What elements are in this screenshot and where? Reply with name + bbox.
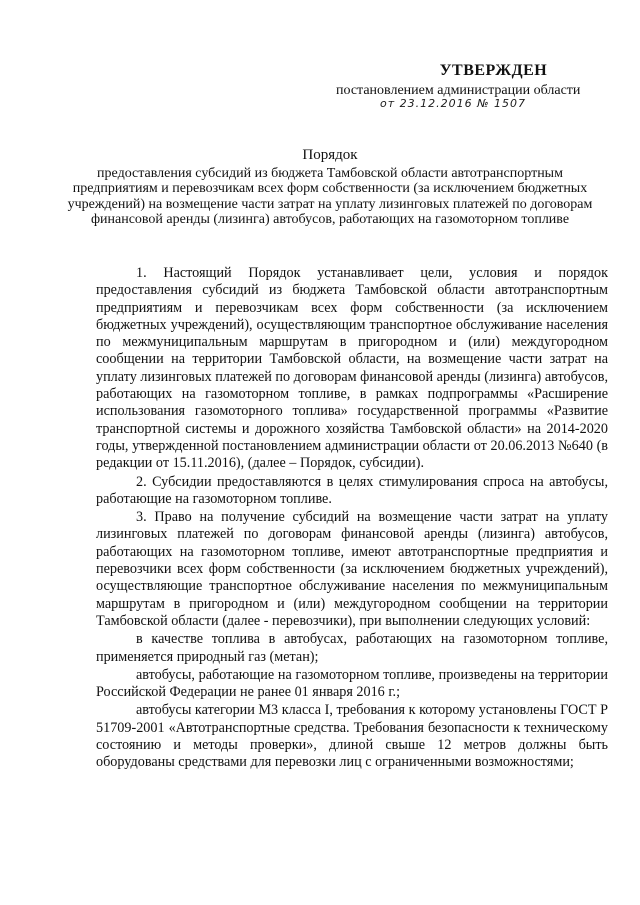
approval-handwritten-date-number: от 23.12.2016 № 1507	[380, 97, 527, 110]
approval-line: постановлением администрации области	[336, 83, 581, 98]
condition-manufacture: автобусы, работающие на газомоторном топливе, произведены на территории Российской Федерации не ранее 01 января 2016 г.;	[96, 666, 608, 701]
approval-stamp-block	[336, 62, 611, 110]
document-title-block	[60, 148, 600, 228]
document-body	[96, 265, 608, 772]
document-heading: Порядок	[302, 147, 358, 163]
approval-title: УТВЕРЖДЕН	[439, 62, 548, 79]
paragraph-2: 2. Субсидии предоставляются в целях стимулирования спроса на автобусы, работающие на газомоторном топливе.	[96, 473, 608, 507]
condition-category: автобусы категории М3 класса I, требования к которому установлены ГОСТ Р 51709-2001 «Автотранспортные средства. Требования безопасности к техническому состоянию и методы проверки», длиной свыше 12 метров должны быть оборудованы средствами для перевозки лиц с ограниченными возможностями;	[96, 702, 608, 771]
document-subtitle: предоставления субсидий из бюджета Тамбовской области автотранспортным предприятиям и перевозчикам всех форм собственности (за исключением бюджетных учреждений) на возмещение части затрат на уплату лизинговых платежей по договорам финансовой аренды (лизинга) автобусов, работающих на газомоторном топливе	[67, 165, 593, 227]
paragraph-1: 1. Настоящий Порядок устанавливает цели, условия и порядок предоставления субсидий из бюджета Тамбовской области автотранспортным предприятиям и перевозчикам всех форм собственности (за исключением бюджетных учреждений), осуществляющим транспортное обслуживание населения по межмуниципальным маршрутам в пригородном и (или) междугородном сообщении на территории Тамбовской области, на возмещение части затрат на уплату лизинговых платежей по договорам финансовой аренды (лизинга) автобусов, работающих на газомоторном топливе, в рамках подпрограммы «Расширение использования газомоторного топлива» государственной программы «Развитие транспортной системы и дорожного хозяйства Тамбовской области» на 2014-2020 годы, утвержденной постановлением администрации области от 20.06.2013 №640 (в редакции от 15.11.2016), (далее – Порядок, субсидии).	[96, 265, 608, 472]
condition-fuel: в качестве топлива в автобусах, работающих на газомоторном топливе, применяется природный газ (метан);	[96, 631, 608, 665]
paragraph-3: 3. Право на получение субсидий на возмещение части затрат на уплату лизинговых платежей по договорам финансовой аренды (лизинга) автобусов, работающих на газомоторном топливе, имеют автотранспортные предприятия и перевозчики всех форм собственности (за исключением бюджетных учреждений), осуществляющие транспортное обслуживание населения по межмуниципальным маршрутам в пригородном и (или) междугородном сообщении на территории Тамбовской области (далее - перевозчики), при выполнении следующих условий:	[96, 509, 608, 629]
